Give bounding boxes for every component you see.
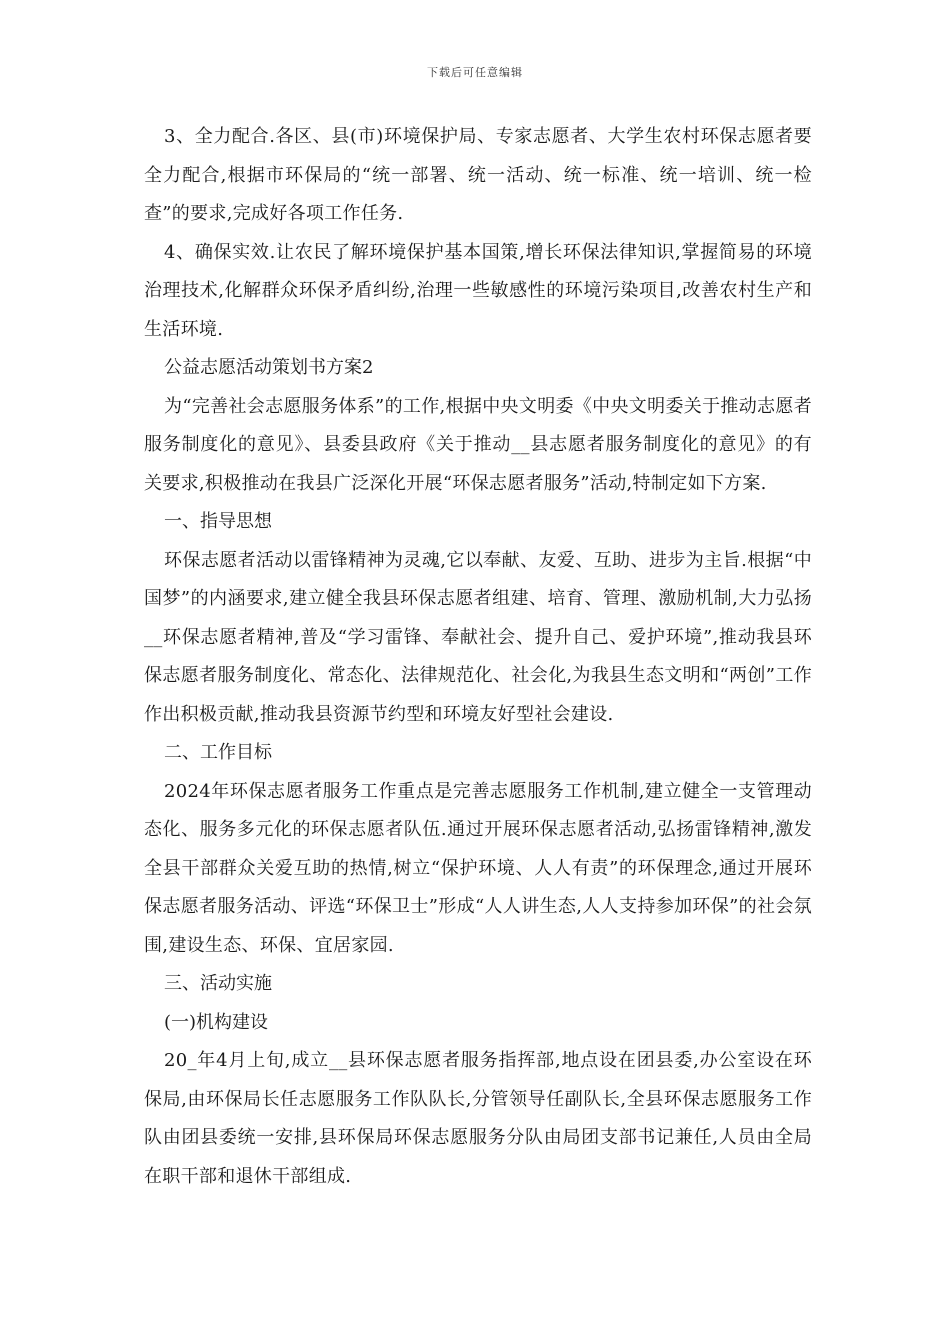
paragraph-cooperation: 3、全力配合.各区、县(市)环境保护局、专家志愿者、大学生农村环保志愿者要全力配合,根据市环保局的“统一部署、统一活动、统一标准、统一培训、统一检查”的要求,完成好各项工作任务. bbox=[144, 126, 812, 224]
subsection-heading-organization: (一)机构建设 bbox=[164, 1011, 269, 1033]
plan-title: 公益志愿活动策划书方案2 bbox=[164, 357, 374, 378]
document-body bbox=[144, 118, 812, 1196]
paragraph-effectiveness: 4、确保实效.让农民了解环境保护基本国策,增长环保法律知识,掌握简易的环境治理技术,化解群众环保矛盾纠纷,治理一些敏感性的环境污染项目,改善农村生产和生活环境. bbox=[144, 241, 812, 340]
section-heading-guiding-thought: 一、指导思想 bbox=[164, 511, 272, 532]
page-header: 下载后可任意编辑 bbox=[427, 66, 523, 79]
paragraph-organization: 20_年4月上旬,成立__县环保志愿者服务指挥部,地点设在团县委,办公室设在环保局,由环保局长任志愿服务工作队队长,分管领导任副队长,全县环保志愿服务工作队由团县委统一安排,县环保局环保志愿服务分队由局团支部书记兼任,人员由全局在职干部和退休干部组成. bbox=[144, 1050, 812, 1187]
section-heading-implementation: 三、活动实施 bbox=[164, 973, 272, 994]
paragraph-intro: 为“完善社会志愿服务体系”的工作,根据中央文明委《中央文明委关于推动志愿者服务制度化的意见》、县委县政府《关于推动__县志愿者服务制度化的意见》的有关要求,积极推动在我县广泛深化开展“环保志愿者服务”活动,特制定如下方案. bbox=[144, 395, 812, 494]
section-heading-work-goals: 二、工作目标 bbox=[164, 742, 272, 763]
paragraph-guiding-thought: 环保志愿者活动以雷锋精神为灵魂,它以奉献、友爱、互助、进步为主旨.根据“中国梦”的内涵要求,建立健全我县环保志愿者组建、培育、管理、激励机制,大力弘扬__环保志愿者精神,普及“学习雷锋、奉献社会、提升自己、爱护环境”,推动我县环保志愿者服务制度化、常态化、法律规范化、社会化,为我县生态文明和“两创”工作作出积极贡献,推动我县资源节约型和环境友好型社会建设. bbox=[144, 549, 812, 725]
paragraph-work-goals: 2024年环保志愿者服务工作重点是完善志愿服务工作机制,建立健全一支管理动态化、服务多元化的环保志愿者队伍.通过开展环保志愿者活动,弘扬雷锋精神,激发全县干部群众关爱互助的热情,树立“保护环境、人人有责”的环保理念,通过开展环保志愿者服务活动、评选“环保卫士”形成“人人讲生态,人人支持参加环保”的社会氛围,建设生态、环保、宜居家园. bbox=[144, 780, 812, 956]
